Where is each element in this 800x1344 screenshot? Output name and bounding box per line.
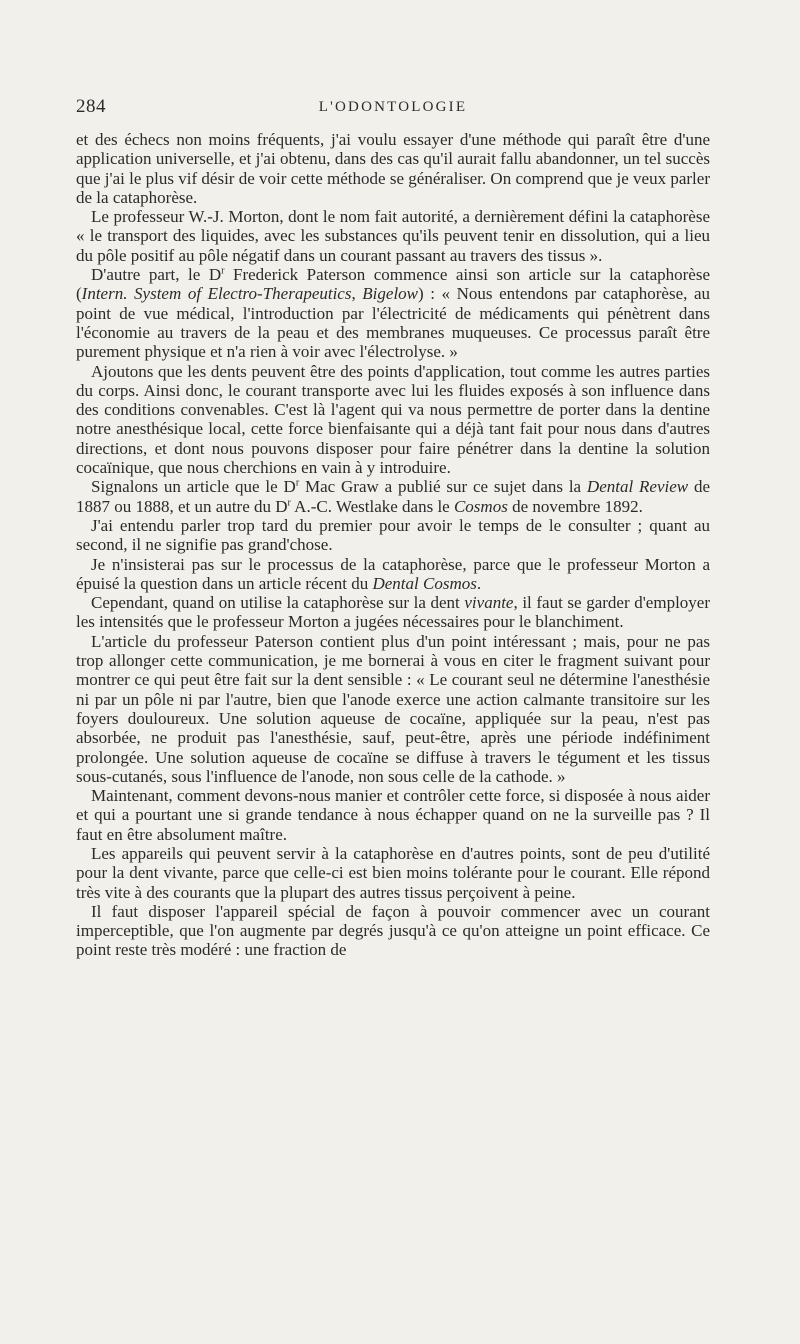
superscript: r <box>295 477 300 489</box>
paragraph-5: Signalons un article que le $D^r$ Mac Graw a publié sur ce sujet dans la Dental Review de 1887 ou 1888, et un autre du $D^r$ A.-C. Westlake dans le Cosmos de novembre 1892. <box>76 477 710 516</box>
journal-name: Dental Review <box>586 477 689 497</box>
journal-name: Cosmos <box>453 496 508 516</box>
emphasis: vivante <box>464 593 514 613</box>
paragraph-12: Il faut disposer l'appareil spécial de façon à pouvoir commencer avec un courant imperceptible, que l'on augmente par degrés jusqu'à ce qu'on atteigne un point efficace. Ce point reste très modéré : une fraction de <box>76 901 710 960</box>
superscript: r <box>287 496 291 508</box>
paragraph-8: Cependant, quand on utilise la cataphorèse sur la dent vivante, il faut se garder d'employer les intensités que le professeur Morton a jugées nécessaires pour le blanchiment. <box>76 593 710 632</box>
book-page <box>76 96 710 960</box>
paragraph-9: L'article du professeur Paterson contient plus d'un point intéressant ; mais, pour ne pas trop allonger cette communication, je me bornerai à vous en citer le fragment suivant pour montrer ce qui peut être fait sur la dent sensible : « Le courant seul ne détermine l'anesthésie ni par un pôle ni par l'autre, bien que l'anode exerce une action calmante transitoire sur les foyers douloureux. Une solution aqueuse de cocaïne, appliquée sur la peau, n'est pas absorbée, ne produit pas l'anesthésie, sauf, peut-être, après une période indéfiniment prolongée. Une solution aqueuse de cocaïne se diffuse à travers le tégument et les tissus sous-cutanés, sous l'influence de l'anode, non sous celle de la cathode. » <box>76 631 710 786</box>
paragraph-1: et des échecs non moins fréquents, j'ai voulu essayer d'une méthode qui paraît être d'une application universelle, et j'ai obtenu, dans des cas qu'il aurait fallu abandonner, un tel succès que j'ai le plus vif désir de voir cette méthode se généraliser. On comprend que je veux parler de la cataphorèse. <box>76 130 710 207</box>
journal-name: Dental Cosmos <box>372 573 477 593</box>
page-number: 284 <box>76 96 106 117</box>
paragraph-6: J'ai entendu parler trop tard du premier pour avoir le temps de le consulter ; quant au second, il ne signifie pas grand'chose. <box>76 515 710 555</box>
citation-author: Bigelow <box>362 284 419 304</box>
paragraph-11: Les appareils qui peuvent servir à la cataphorèse en d'autres points, sont de peu d'utilité pour la dent vivante, parce que celle-ci est bien moins tolérante pour le courant. Elle répond très vite à des courants que la plupart des autres tissus perçoivent à peine. <box>76 843 710 902</box>
paragraph-4: Ajoutons que les dents peuvent être des points d'application, tout comme les autres parties du corps. Ainsi donc, le courant transporte avec lui les fluides exposés à son influence dans des conditions convenables. C'est là l'agent qui va nous permettre de porter dans la dentine notre anesthésique local, cette force bienfaisante qui a déjà tant fait pour nous dans d'autres directions, et dont nous pouvons disposer pour faire pénétrer dans la dentine la solution cocaïnique, que nous cherchions en vain à y introduire. <box>76 361 710 478</box>
running-head <box>76 96 710 126</box>
journal-title: L'ODONTOLOGIE <box>318 99 468 115</box>
paragraph-10: Maintenant, comment devons-nous manier et contrôler cette force, si disposée à nous aider et qui a pourtant une si grande tendance à nous échapper quand on ne la surveille pas ? Il faut en être absolument maître. <box>76 786 710 844</box>
superscript: r <box>221 265 225 277</box>
paragraph-3: D'autre part, le $D^r$ Frederick Paterson commence ainsi son article sur la cataphorèse (Intern. System of Electro-Therapeutics, Bigelow) : « Nous entendons par cataphorèse, au point de vue médical, l'introduction par l'électricité de médicaments qui pénètrent dans l'économie au travers de la peau et des membranes muqueuses. Ce processus paraît être purement physique et n'a rien à voir avec l'électrolyse. » <box>76 265 710 362</box>
citation-title: Intern. System of Electro-Therapeutics <box>81 284 352 304</box>
body-text <box>76 130 710 960</box>
paragraph-2: Le professeur W.-J. Morton, dont le nom fait autorité, a dernièrement défini la cataphorèse « le transport des liquides, avec les substances qu'ils peuvent tenir en dissolution, qui a lieu du pôle positif au pôle négatif dans un courant passant au travers des tissus ». <box>76 207 710 265</box>
paragraph-7: Je n'insisterai pas sur le processus de la cataphorèse, parce que le professeur Morton a épuisé la question dans un article récent du Dental Cosmos. <box>76 554 710 593</box>
